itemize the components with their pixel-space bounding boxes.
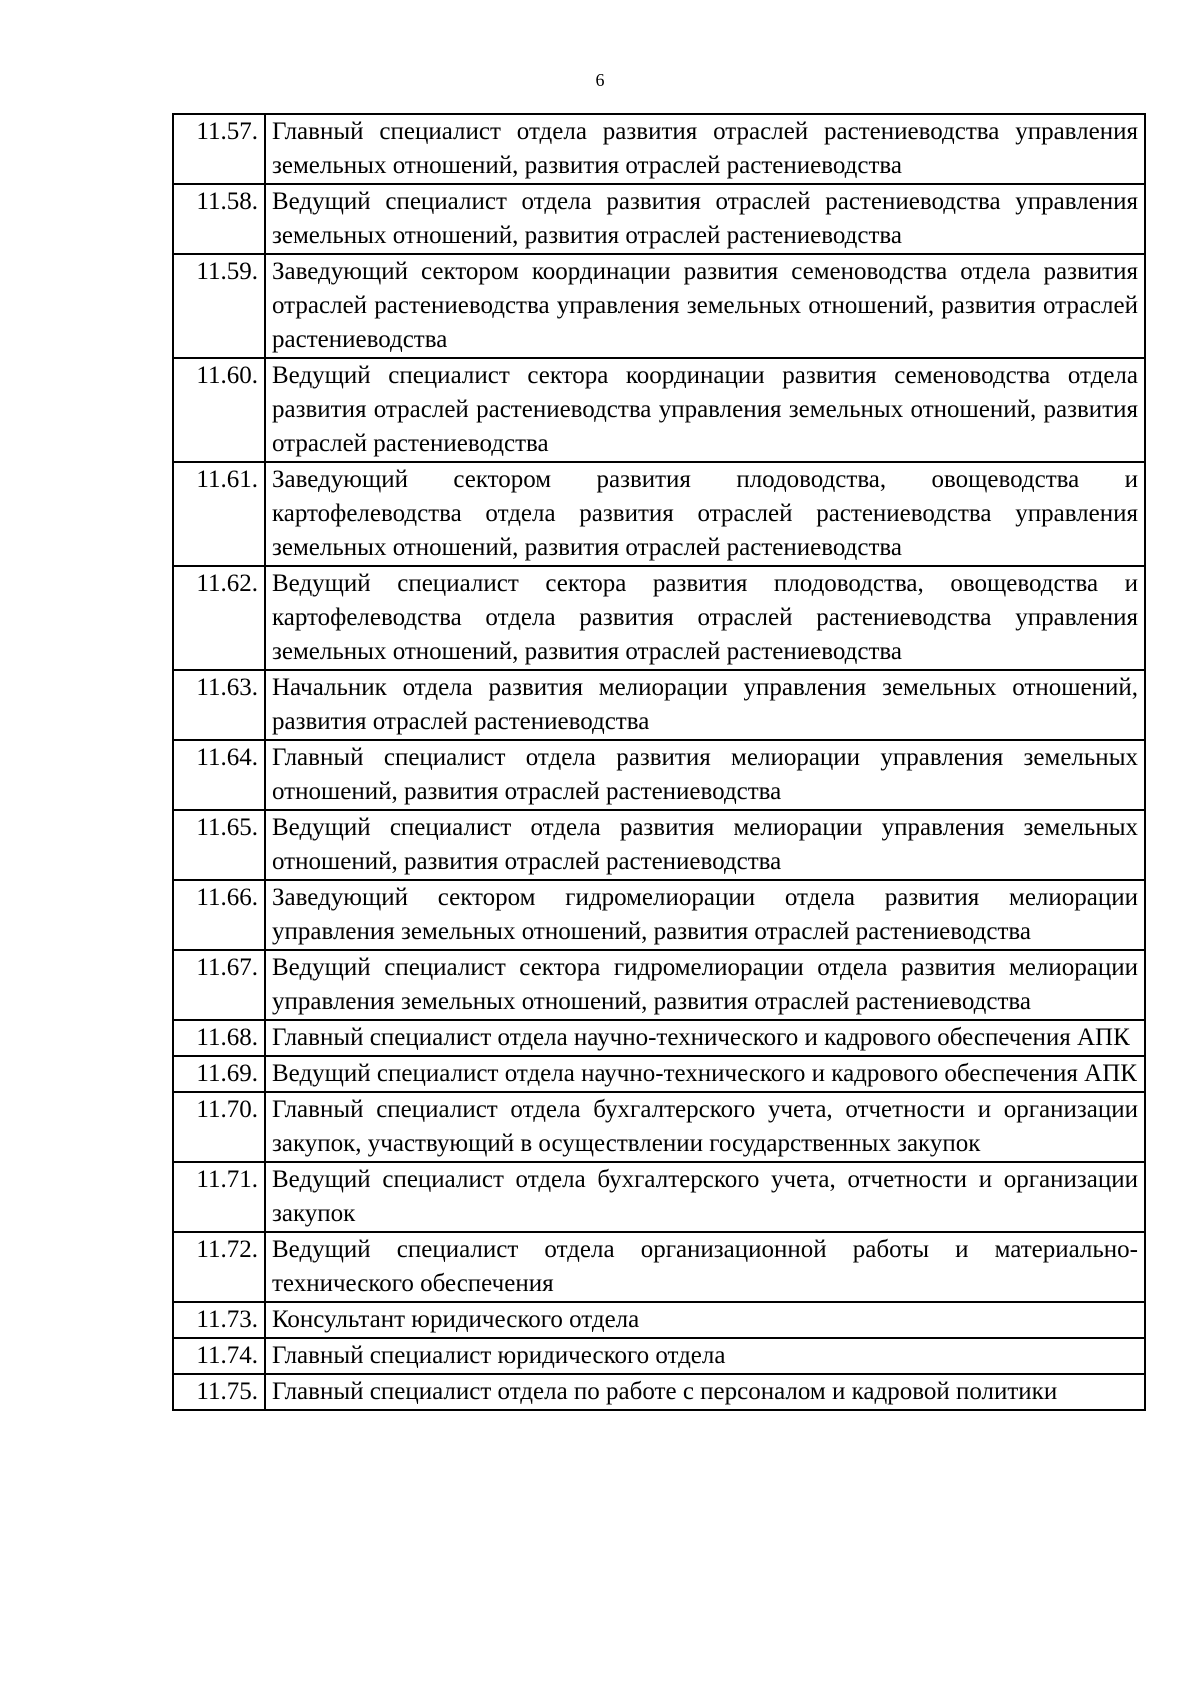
row-text: Ведущий специалист отдела развития отраслей растениеводства управления земельных отношений, развития отраслей растениеводства (265, 184, 1145, 254)
row-number: 11.68. (173, 1020, 265, 1056)
table-row (173, 1092, 1145, 1162)
table-row (173, 184, 1145, 254)
table-row (173, 254, 1145, 358)
row-number: 11.71. (173, 1162, 265, 1232)
table-row (173, 810, 1145, 880)
row-text: Главный специалист отдела по работе с персоналом и кадровой политики (265, 1374, 1145, 1410)
row-number: 11.67. (173, 950, 265, 1020)
page-number: 6 (595, 70, 605, 90)
row-number: 11.75. (173, 1374, 265, 1410)
table-row (173, 358, 1145, 462)
row-number: 11.58. (173, 184, 265, 254)
table-row (173, 1162, 1145, 1232)
row-text: Главный специалист юридического отдела (265, 1338, 1145, 1374)
row-text: Ведущий специалист отдела научно-технического и кадрового обеспечения АПК (265, 1056, 1145, 1092)
row-number: 11.63. (173, 670, 265, 740)
row-text: Начальник отдела развития мелиорации управления земельных отношений, развития отраслей растениеводства (265, 670, 1145, 740)
positions-table (172, 113, 1146, 1411)
table-row (173, 1302, 1145, 1338)
row-number: 11.66. (173, 880, 265, 950)
row-text: Заведующий сектором развития плодоводства, овощеводства и картофелеводства отдела развития отраслей растениеводства управления земельных отношений, развития отраслей растениеводства (265, 462, 1145, 566)
table-row (173, 566, 1145, 670)
row-number: 11.62. (173, 566, 265, 670)
table-row (173, 880, 1145, 950)
row-text: Главный специалист отдела развития отраслей растениеводства управления земельных отношений, развития отраслей растениеводства (265, 114, 1145, 184)
table-row (173, 740, 1145, 810)
row-text: Ведущий специалист отдела развития мелиорации управления земельных отношений, развития отраслей растениеводства (265, 810, 1145, 880)
row-text: Консультант юридического отдела (265, 1302, 1145, 1338)
row-number: 11.60. (173, 358, 265, 462)
row-text: Заведующий сектором координации развития семеноводства отдела развития отраслей растениеводства управления земельных отношений, развития отраслей растениеводства (265, 254, 1145, 358)
table-row (173, 1056, 1145, 1092)
row-number: 11.72. (173, 1232, 265, 1302)
table-row (173, 950, 1145, 1020)
row-text: Главный специалист отдела бухгалтерского учета, отчетности и организации закупок, участвующий в осуществлении государственных закупок (265, 1092, 1145, 1162)
row-text: Ведущий специалист отдела бухгалтерского учета, отчетности и организации закупок (265, 1162, 1145, 1232)
table-row (173, 462, 1145, 566)
table-row (173, 1374, 1145, 1410)
table-row (173, 1232, 1145, 1302)
row-number: 11.70. (173, 1092, 265, 1162)
row-text: Ведущий специалист сектора координации развития семеноводства отдела развития отраслей растениеводства управления земельных отношений, развития отраслей растениеводства (265, 358, 1145, 462)
row-text: Главный специалист отдела научно-технического и кадрового обеспечения АПК (265, 1020, 1145, 1056)
table-row (173, 1338, 1145, 1374)
table-row (173, 1020, 1145, 1056)
row-text: Главный специалист отдела развития мелиорации управления земельных отношений, развития отраслей растениеводства (265, 740, 1145, 810)
row-number: 11.59. (173, 254, 265, 358)
row-text: Ведущий специалист сектора гидромелиорации отдела развития мелиорации управления земельных отношений, развития отраслей растениеводства (265, 950, 1145, 1020)
row-text: Заведующий сектором гидромелиорации отдела развития мелиорации управления земельных отношений, развития отраслей растениеводства (265, 880, 1145, 950)
row-number: 11.74. (173, 1338, 265, 1374)
row-number: 11.73. (173, 1302, 265, 1338)
row-number: 11.61. (173, 462, 265, 566)
table-row (173, 114, 1145, 184)
row-number: 11.64. (173, 740, 265, 810)
row-number: 11.57. (173, 114, 265, 184)
row-text: Ведущий специалист отдела организационной работы и материально-технического обеспечения (265, 1232, 1145, 1302)
row-number: 11.65. (173, 810, 265, 880)
table-row (173, 670, 1145, 740)
row-text: Ведущий специалист сектора развития плодоводства, овощеводства и картофелеводства отдела развития отраслей растениеводства управления земельных отношений, развития отраслей растениеводства (265, 566, 1145, 670)
row-number: 11.69. (173, 1056, 265, 1092)
